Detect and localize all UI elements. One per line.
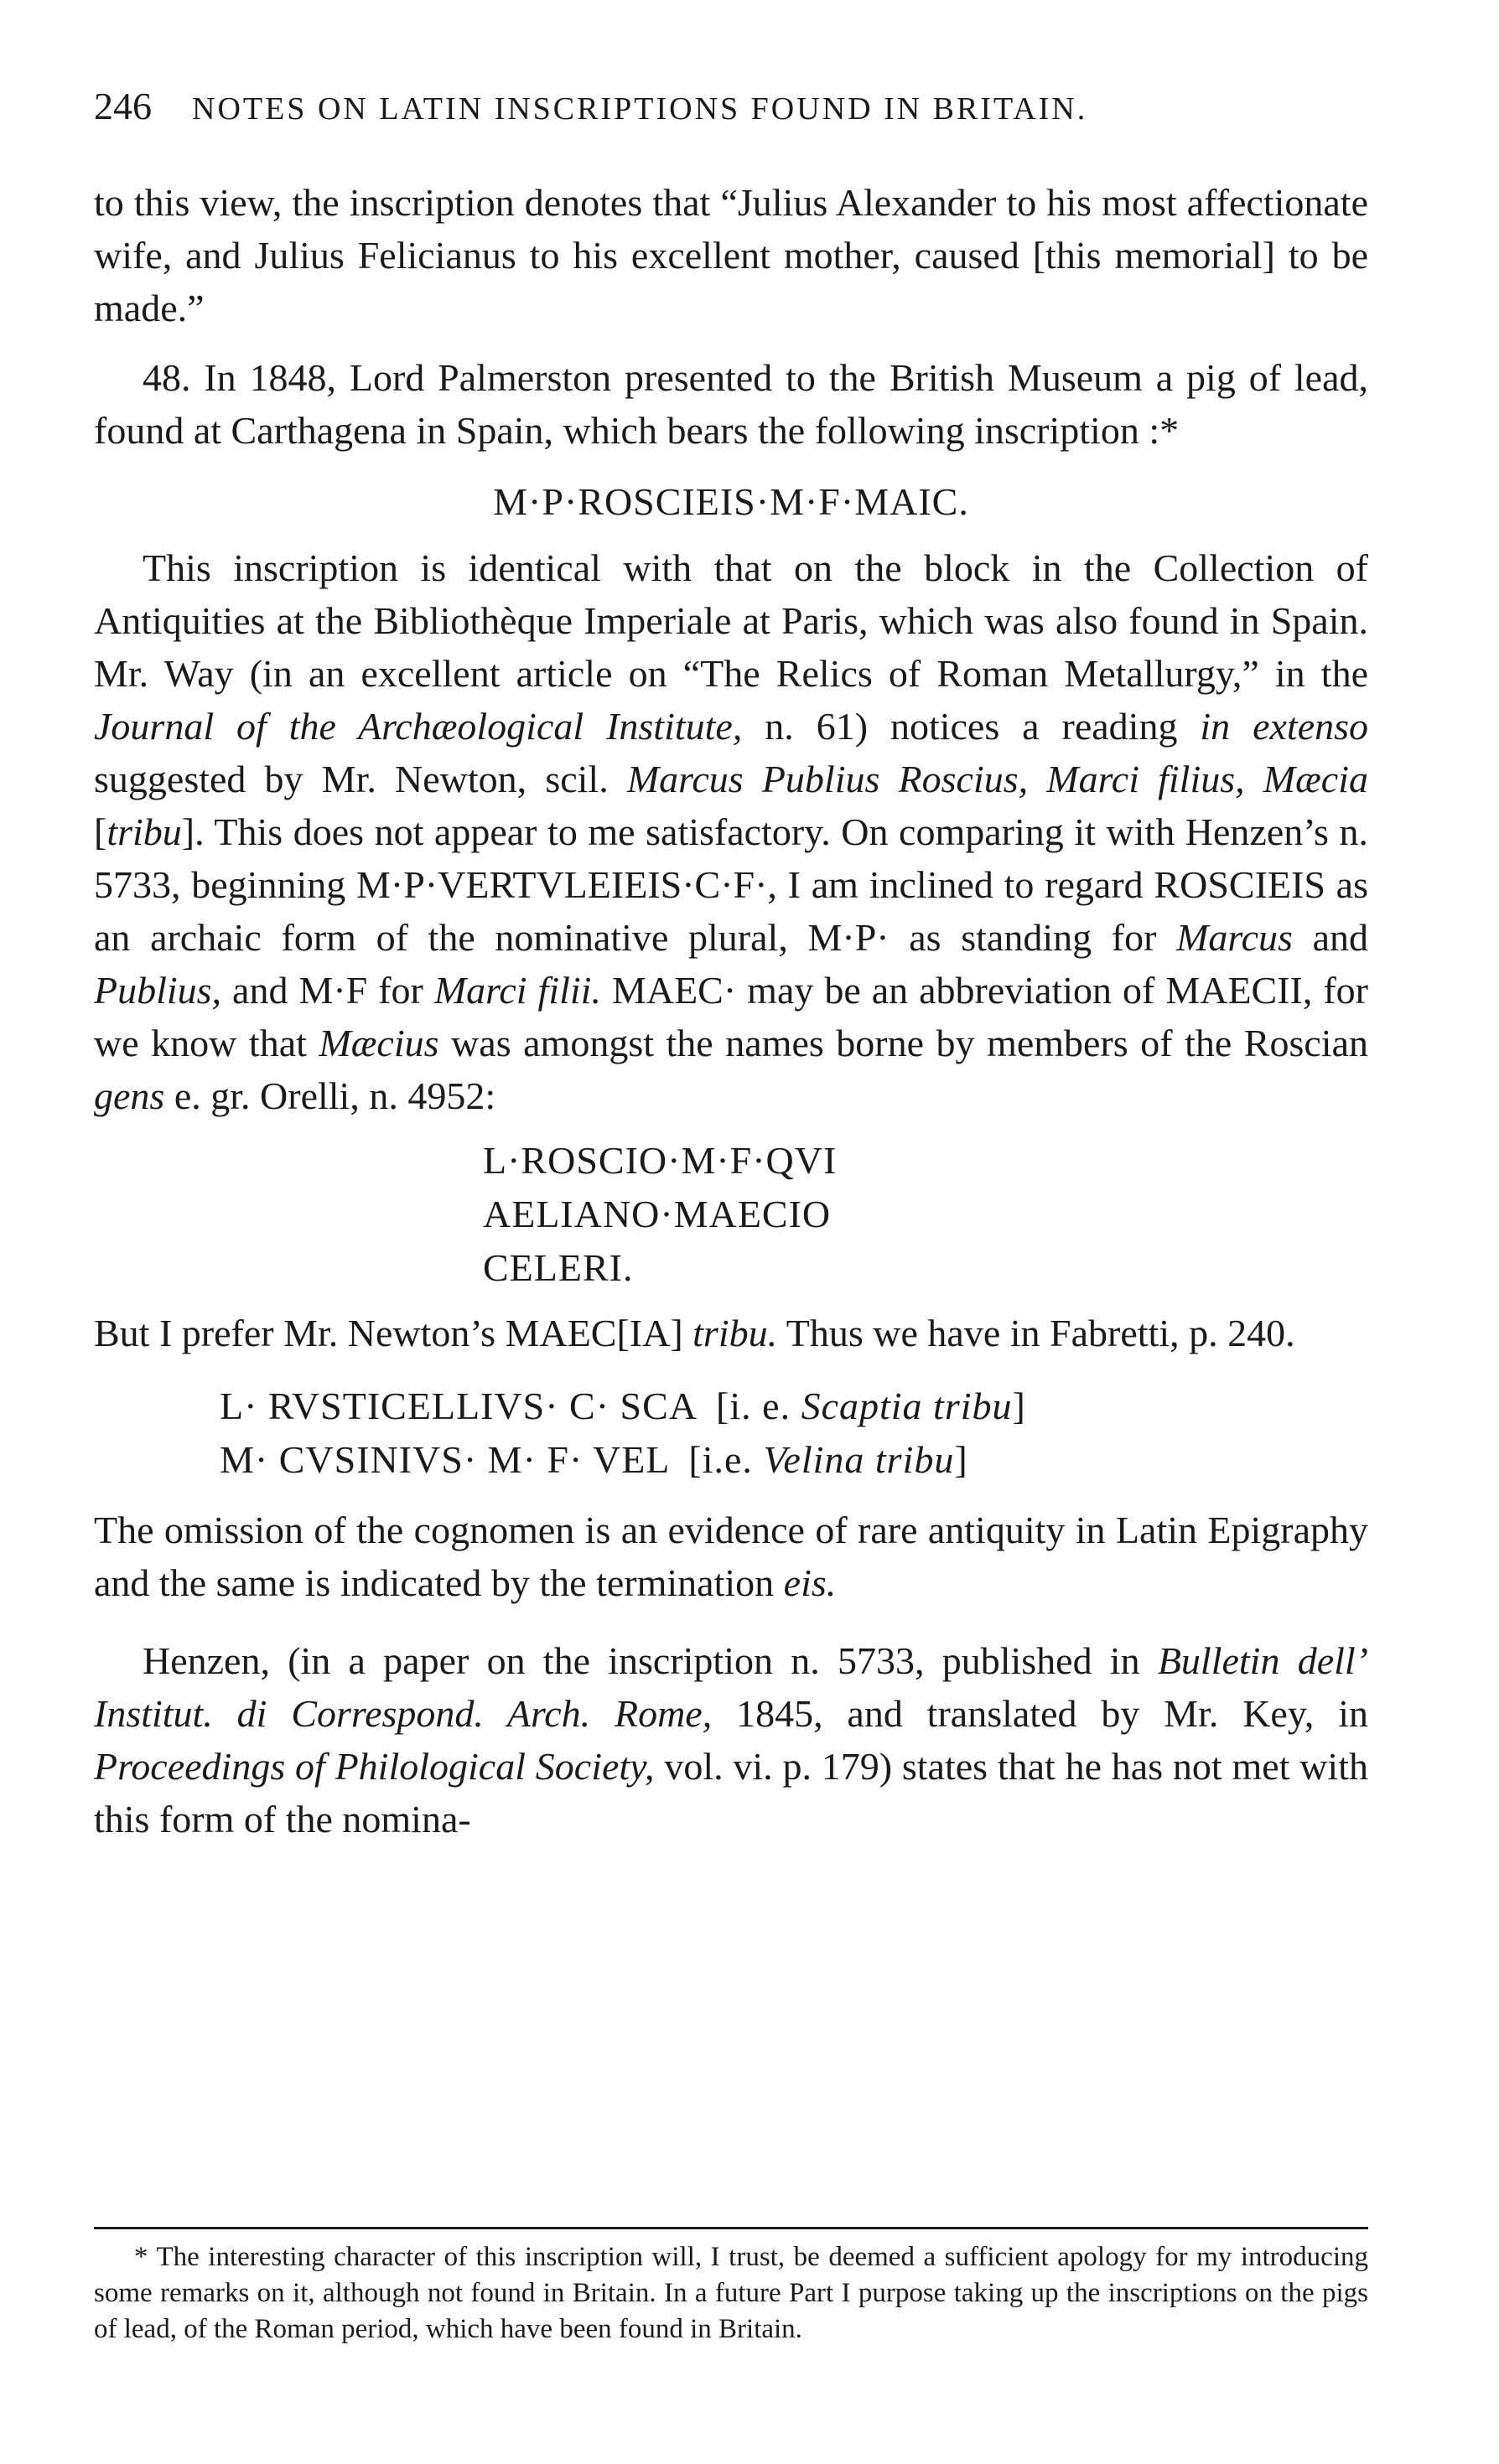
italic-phrase: eis. xyxy=(783,1561,837,1604)
inscription-fabretti xyxy=(220,1380,1368,1487)
gloss-italic: Velina tribu xyxy=(763,1438,955,1481)
text-run: e. gr. Orelli, n. 4952: xyxy=(164,1074,496,1117)
inscription-line: L·ROSCIO·M·F·QVI xyxy=(483,1139,838,1182)
inscription-line: CELERI. xyxy=(483,1246,634,1289)
text-run: [ xyxy=(94,810,107,853)
page-number: 246 xyxy=(94,85,152,127)
inscription-orelli xyxy=(483,1134,1368,1295)
italic-phrase: in extenso xyxy=(1200,705,1369,748)
running-title: NOTES ON LATIN INSCRIPTIONS FOUND IN BRITAIN. xyxy=(192,91,1088,127)
inscription-text: L· RVSTICELLIVS· C· SCA xyxy=(220,1385,698,1427)
text-run: This inscription is identical with that on the block in the Collection of Antiquities at the Bibliothèque Imperiale at Paris, which was also found in Spain. Mr. Way (in an excellent article on “The Relics of Roman Metallurgy,” in the xyxy=(94,546,1368,695)
inscription-roscieis: M·P·ROSCIEIS·M·F·MAIC. xyxy=(493,480,969,523)
paragraph-cognomen xyxy=(94,1504,1368,1609)
text-run: The omission of the cognomen is an evidence of rare antiquity in Latin Epigraphy and the same is indicated by the termination xyxy=(94,1509,1368,1604)
italic-phrase: Mæcius xyxy=(319,1022,439,1064)
inscription-text: M· CVSINIVS· M· F· VEL xyxy=(220,1438,671,1481)
running-header xyxy=(94,84,1419,128)
inscription-line xyxy=(220,1433,1368,1487)
text-run: Thus we have in Fabretti, p. 240. xyxy=(777,1312,1295,1354)
gloss-close: ] xyxy=(954,1438,968,1481)
text-run: vol. vi. p. 179) states that he has not met with this form of the nomina- xyxy=(94,1745,1368,1840)
italic-phrase: Publius, xyxy=(94,969,222,1012)
paragraph-continuation: to this view, the inscription denotes that “Julius Alexander to his most affectionate wife, and Julius Felicianus to his excellent mother, caused [this memorial] to be made.” xyxy=(94,181,1368,329)
text-run: and xyxy=(1292,916,1368,959)
italic-phrase: Marcus xyxy=(1176,916,1293,959)
italic-phrase: Bulletin dell’ Institut. di Correspond. Arch. Rome, xyxy=(94,1639,1368,1735)
text-run: Henzen, (in a paper on the inscription n. 5733, published in xyxy=(143,1639,1158,1682)
footnote-text: * The interesting character of this inscription will, I trust, be deemed a sufficient apology for my introducing some remarks on it, although not found in Britain. In a future Part I purpose taking up the inscriptions on the pigs of lead, of the Roman period, which have been found in Britain. xyxy=(94,2242,1368,2344)
text-run: n. 61) notices a reading xyxy=(742,705,1201,748)
paragraph-analysis xyxy=(94,541,1368,1122)
main-text xyxy=(94,176,1368,1845)
text-run: and M·F for xyxy=(221,969,434,1012)
italic-phrase: gens xyxy=(94,1074,165,1117)
italic-phrase: Marcus Publius Roscius, Marci filius, Mæcia xyxy=(626,758,1368,800)
italic-phrase: tribu. xyxy=(692,1312,778,1354)
gloss-open: [i. e. xyxy=(716,1385,801,1427)
italic-phrase: Proceedings of Philological Society, xyxy=(94,1745,655,1788)
text-run: But I prefer Mr. Newton’s MAEC[IA] xyxy=(94,1312,693,1354)
text-run: MAEC· may be an abbreviation of MAECII, for we know that xyxy=(94,969,1368,1064)
text-run: suggested by Mr. Newton, scil. xyxy=(94,758,627,800)
gloss-close: ] xyxy=(1012,1385,1026,1427)
gloss-open: [i.e. xyxy=(688,1438,764,1481)
inscription-line: AELIANO·MAECIO xyxy=(483,1193,832,1235)
paragraph-newton xyxy=(94,1307,1368,1359)
paragraph-48: 48. In 1848, Lord Palmerston presented to the British Museum a pig of lead, found at Carthagena in Spain, which bears the following inscription :* xyxy=(94,356,1368,452)
text-run: ]. This does not appear to me satisfactory. On comparing it with Henzen’s n. 5733, beginning M·P·VERTVLEIEIS·C·F·, I am inclined to regard ROSCIEIS as an archaic form of the nominative plural, M·P· as standing for xyxy=(94,810,1368,959)
footnote-rule xyxy=(94,2227,1368,2229)
footnote xyxy=(94,2239,1368,2348)
text-run: was amongst the names borne by members of the Roscian xyxy=(438,1022,1368,1064)
gloss-italic: Scaptia tribu xyxy=(801,1385,1013,1427)
text-run: 1845, and translated by Mr. Key, in xyxy=(712,1692,1368,1735)
inscription-line xyxy=(220,1380,1368,1433)
italic-phrase: tribu xyxy=(106,810,182,853)
paragraph-henzen xyxy=(94,1634,1368,1845)
journal-title: Journal of the Archæological Institute, xyxy=(94,705,743,748)
italic-phrase: Marci filii. xyxy=(433,969,601,1012)
